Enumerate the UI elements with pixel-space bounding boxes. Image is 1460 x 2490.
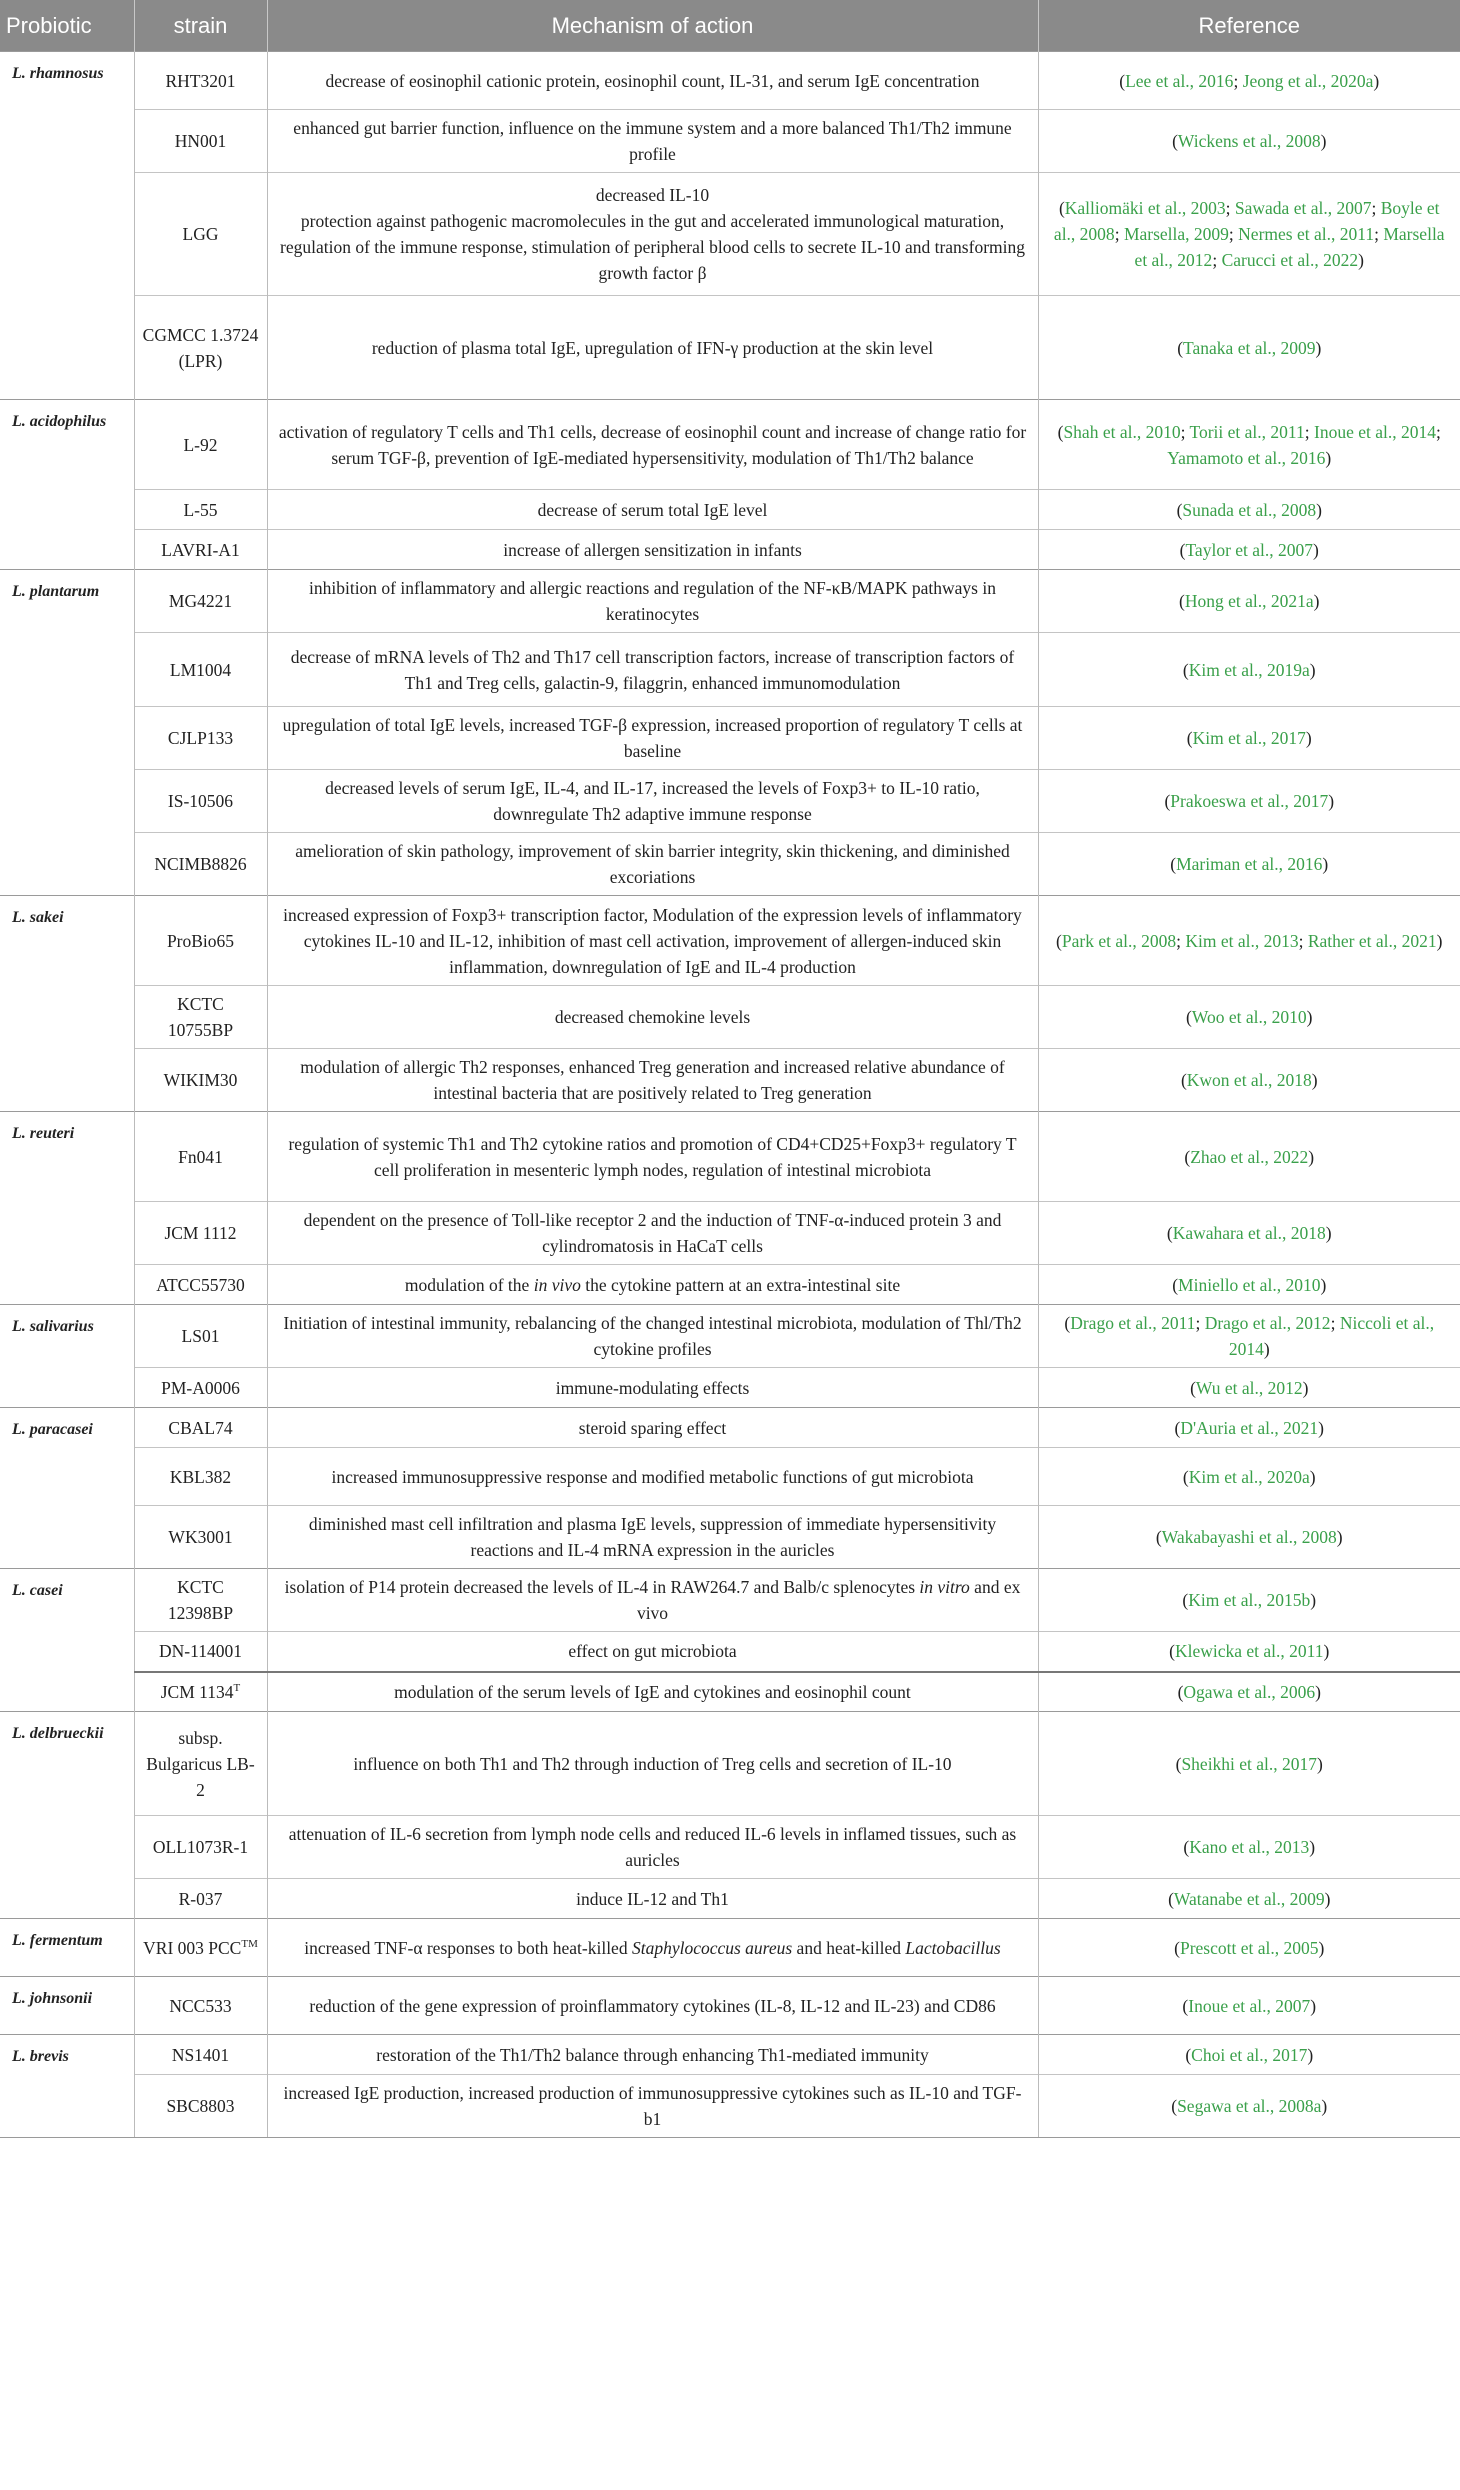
table-row [0, 1368, 1460, 1408]
strain-cell: KCTC 10755BP [134, 986, 267, 1049]
mechanism-cell: inhibition of inflammatory and allergic reactions and regulation of the NF-κB/MAPK pathways in keratinocytes [267, 570, 1038, 633]
mechanism-cell: reduction of plasma total IgE, upregulation of IFN-γ production at the skin level [267, 296, 1038, 400]
reference-link[interactable]: Nermes et al., 2011 [1238, 224, 1375, 244]
reference-link[interactable]: Sheikhi et al., 2017 [1181, 1753, 1318, 1774]
strain-cell: CJLP133 [134, 707, 267, 770]
reference-link[interactable]: Kalliomäki et al., 2003 [1064, 198, 1226, 218]
mechanism-cell: decreased chemokine levels [267, 986, 1038, 1049]
reference-cell: (Sheikhi et al., 2017) [1038, 1712, 1460, 1816]
reference-link[interactable]: Marsella et al., 2012 [1134, 224, 1445, 270]
table-row [0, 110, 1460, 173]
table-row [0, 1506, 1460, 1569]
table-row [0, 1265, 1460, 1305]
probiotic-cell: L. reuteri [0, 1112, 134, 1305]
reference-link[interactable]: Niccoli et al., 2014 [1228, 1313, 1435, 1359]
reference-cell: (Wickens et al., 2008) [1038, 110, 1460, 173]
probiotic-cell: L. johnsonii [0, 1977, 134, 2035]
reference-link[interactable]: Tanaka et al., 2009 [1183, 337, 1316, 358]
table-row [0, 1632, 1460, 1672]
table-row [0, 707, 1460, 770]
table-row [0, 173, 1460, 296]
reference-link[interactable]: Sawada et al., 2007 [1234, 198, 1372, 218]
reference-cell: (Wakabayashi et al., 2008) [1038, 1506, 1460, 1569]
reference-link[interactable]: Wakabayashi et al., 2008 [1161, 1527, 1337, 1547]
reference-cell: (D'Auria et al., 2021) [1038, 1408, 1460, 1448]
strain-cell: JCM $1134^T$ [134, 1672, 267, 1712]
strain-cell: DN-114001 [134, 1632, 267, 1672]
table-row [0, 1712, 1460, 1816]
strain-cell: NCC533 [134, 1977, 267, 2035]
mechanism-cell: amelioration of skin pathology, improvement of skin barrier integrity, skin thickening, and diminished excoriations [267, 833, 1038, 896]
strain-cell: OLL1073R-1 [134, 1816, 267, 1879]
header-probiotic: Probiotic [0, 0, 134, 52]
table-row [0, 633, 1460, 707]
reference-link[interactable]: Miniello et al., 2010 [1178, 1274, 1321, 1295]
probiotic-cell: L. salivarius [0, 1305, 134, 1408]
strain-cell: NCIMB8826 [134, 833, 267, 896]
reference-cell: (Drago et al., 2011; Drago et al., 2012; Niccoli et al., 2014) [1038, 1305, 1460, 1368]
reference-link[interactable]: Kano et al., 2013 [1189, 1837, 1310, 1857]
table-row [0, 2035, 1460, 2075]
strain-cell: MG4221 [134, 570, 267, 633]
header-row [0, 0, 1460, 52]
strain-cell: Fn041 [134, 1112, 267, 1202]
header-strain: strain [134, 0, 267, 52]
strain-cell: JCM 1112 [134, 1202, 267, 1265]
table-row [0, 1977, 1460, 2035]
probiotic-cell: L. acidophilus [0, 400, 134, 570]
mechanism-cell: activation of regulatory T cells and Th1 cells, decrease of eosinophil count and increase of change ratio for serum TGF-β, prevention of IgE-mediated hypersensitivity, modulation of Th1/Th2 balance [267, 400, 1038, 490]
reference-link[interactable]: Kim et al., 2015b [1188, 1590, 1311, 1610]
reference-cell: (Kim et al., 2020a) [1038, 1448, 1460, 1506]
table-row [0, 52, 1460, 110]
table-row [0, 1202, 1460, 1265]
header-reference: Reference [1038, 0, 1460, 52]
table-row [0, 1879, 1460, 1919]
strain-cell: WK3001 [134, 1506, 267, 1569]
reference-link[interactable]: Inoue et al., 2014 [1314, 421, 1436, 442]
reference-link[interactable]: Klewicka et al., 2011 [1174, 1641, 1324, 1662]
mechanism-cell: decreased levels of serum IgE, IL-4, and IL-17, increased the levels of Foxp3+ to IL-10 ratio, downregulate Th2 adaptive immune response [267, 770, 1038, 833]
reference-cell: (Kim et al., 2017) [1038, 707, 1460, 770]
reference-link[interactable]: Lee et al., 2016 [1125, 70, 1234, 91]
reference-cell: (Woo et al., 2010) [1038, 986, 1460, 1049]
probiotic-cell: L. plantarum [0, 570, 134, 896]
mechanism-cell: Initiation of intestinal immunity, rebalancing of the changed intestinal microbiota, modulation of Thl/Th2 cytokine profiles [267, 1305, 1038, 1368]
table-body [0, 52, 1460, 2138]
reference-link[interactable]: Kim et al., 2017 [1192, 728, 1306, 748]
reference-link[interactable]: Zhao et al., 2022 [1190, 1146, 1309, 1167]
reference-cell: (Kim et al., 2019a) [1038, 633, 1460, 707]
reference-cell: (Wu et al., 2012) [1038, 1368, 1460, 1408]
header-mechanism: Mechanism of action [267, 0, 1038, 52]
mechanism-cell: decreased IL-10 protection against pathogenic macromolecules in the gut and accelerated immunological maturation, regulation of the immune response, stimulation of peripheral blood cells to secrete IL-10 and transforming growth factor β [267, 173, 1038, 296]
reference-cell: (Prakoeswa et al., 2017) [1038, 770, 1460, 833]
reference-link[interactable]: Hong et al., 2021a [1184, 591, 1314, 611]
reference-cell: (Hong et al., 2021a) [1038, 570, 1460, 633]
mechanism-cell: increased TNF-α responses to both heat-killed Staphylococcus aureus and heat-killed Lactobacillus [267, 1919, 1038, 1977]
reference-link[interactable]: Inoue et al., 2007 [1188, 1995, 1311, 2016]
table-row [0, 1672, 1460, 1712]
reference-cell: (Choi et al., 2017) [1038, 2035, 1460, 2075]
reference-link[interactable]: Watanabe et al., 2009 [1173, 1888, 1325, 1909]
mechanism-cell: increased IgE production, increased production of immunosuppressive cytokines such as IL-10 and TGF-b1 [267, 2075, 1038, 2138]
reference-link[interactable]: Rather et al., 2021 [1307, 930, 1437, 951]
probiotic-cell: L. delbrueckii [0, 1712, 134, 1919]
strain-cell: RHT3201 [134, 52, 267, 110]
strain-cell: LGG [134, 173, 267, 296]
reference-link[interactable]: Kwon et al., 2018 [1186, 1070, 1312, 1090]
mechanism-cell: steroid sparing effect [267, 1408, 1038, 1448]
reference-link[interactable]: Marsella, 2009 [1123, 224, 1229, 244]
mechanism-cell: diminished mast cell infiltration and plasma IgE levels, suppression of immediate hypersensitivity reactions and IL-4 mRNA expression in the auricles [267, 1506, 1038, 1569]
table-row [0, 1919, 1460, 1977]
strain-cell: PM-A0006 [134, 1368, 267, 1408]
mechanism-cell: attenuation of IL-6 secretion from lymph node cells and reduced IL-6 levels in inflamed tissues, such as auricles [267, 1816, 1038, 1879]
mechanism-cell: upregulation of total IgE levels, increased TGF-β expression, increased proportion of regulatory T cells at baseline [267, 707, 1038, 770]
mechanism-cell: induce IL-12 and Th1 [267, 1879, 1038, 1919]
probiotic-cell: L. sakei [0, 896, 134, 1112]
reference-link[interactable]: Kim et al., 2013 [1185, 930, 1299, 951]
reference-cell: (Zhao et al., 2022) [1038, 1112, 1460, 1202]
table-row [0, 1305, 1460, 1368]
reference-cell: (Prescott et al., 2005) [1038, 1919, 1460, 1977]
reference-cell: (Tanaka et al., 2009) [1038, 296, 1460, 400]
probiotic-cell: L. fermentum [0, 1919, 134, 1977]
strain-cell: LS01 [134, 1305, 267, 1368]
table-row [0, 1049, 1460, 1112]
reference-link[interactable]: Drago et al., 2011 [1070, 1313, 1196, 1333]
reference-cell: (Ogawa et al., 2006) [1038, 1672, 1460, 1712]
table-row [0, 570, 1460, 633]
mechanism-cell: increased expression of Foxp3+ transcription factor, Modulation of the expression levels of inflammatory cytokines IL-10 and IL-12, inhibition of mast cell activation, improvement of allergen-induced skin inflammation, downregulation of IgE and IL-4 production [267, 896, 1038, 986]
reference-link[interactable]: Ogawa et al., 2006 [1183, 1681, 1316, 1702]
reference-cell: (Kano et al., 2013) [1038, 1816, 1460, 1879]
reference-cell: (Kim et al., 2015b) [1038, 1569, 1460, 1632]
reference-cell: (Watanabe et al., 2009) [1038, 1879, 1460, 1919]
reference-link[interactable]: Mariman et al., 2016 [1176, 854, 1323, 874]
table-row [0, 296, 1460, 400]
reference-cell: (Segawa et al., 2008a) [1038, 2075, 1460, 2138]
reference-link[interactable]: D'Auria et al., 2021 [1180, 1417, 1319, 1438]
strain-cell: ATCC55730 [134, 1265, 267, 1305]
reference-link[interactable]: Wu et al., 2012 [1195, 1377, 1303, 1398]
reference-cell: (Taylor et al., 2007) [1038, 530, 1460, 570]
probiotic-cell: L. casei [0, 1569, 134, 1712]
reference-link[interactable]: Drago et al., 2012 [1204, 1313, 1331, 1333]
mechanism-cell: decrease of serum total IgE level [267, 490, 1038, 530]
reference-cell: (Miniello et al., 2010) [1038, 1265, 1460, 1305]
strain-cell: ProBio65 [134, 896, 267, 986]
mechanism-cell: immune-modulating effects [267, 1368, 1038, 1408]
table-row [0, 2075, 1460, 2138]
reference-cell: (Kwon et al., 2018) [1038, 1049, 1460, 1112]
strain-cell: L-92 [134, 400, 267, 490]
reference-link[interactable]: Kim et al., 2019a [1188, 659, 1310, 680]
strain-cell: WIKIM30 [134, 1049, 267, 1112]
strain-cell: KCTC 12398BP [134, 1569, 267, 1632]
mechanism-cell: effect on gut microbiota [267, 1632, 1038, 1672]
table-row [0, 1112, 1460, 1202]
probiotic-cell: L. rhamnosus [0, 52, 134, 400]
reference-cell: (Sunada et al., 2008) [1038, 490, 1460, 530]
mechanism-cell: dependent on the presence of Toll-like receptor 2 and the induction of TNF-α-induced protein 3 and cylindromatosis in HaCaT cells [267, 1202, 1038, 1265]
mechanism-cell: modulation of the serum levels of IgE and cytokines and eosinophil count [267, 1672, 1038, 1712]
reference-cell: (Park et al., 2008; Kim et al., 2013; Rather et al., 2021) [1038, 896, 1460, 986]
probiotic-cell: L. paracasei [0, 1408, 134, 1569]
reference-link[interactable]: Sunada et al., 2008 [1182, 499, 1317, 520]
mechanism-cell: modulation of the in vivo the cytokine pattern at an extra-intestinal site [267, 1265, 1038, 1305]
reference-link[interactable]: Choi et al., 2017 [1191, 2044, 1308, 2065]
table-row [0, 490, 1460, 530]
reference-link[interactable]: Torii et al., 2011 [1189, 421, 1305, 442]
mechanism-cell: isolation of P14 protein decreased the levels of IL-4 in RAW264.7 and Balb/c splenocytes in vitro and ex vivo [267, 1569, 1038, 1632]
reference-cell: (Lee et al., 2016; Jeong et al., 2020a) [1038, 52, 1460, 110]
reference-cell: (Kawahara et al., 2018) [1038, 1202, 1460, 1265]
strain-cell: SBC8803 [134, 2075, 267, 2138]
mechanism-cell: enhanced gut barrier function, influence on the immune system and a more balanced Th1/Th2 immune profile [267, 110, 1038, 173]
reference-link[interactable]: Wickens et al., 2008 [1177, 131, 1321, 151]
reference-link[interactable]: Taylor et al., 2007 [1185, 539, 1314, 560]
table-row [0, 896, 1460, 986]
strain-cell: CBAL74 [134, 1408, 267, 1448]
reference-link[interactable]: Carucci et al., 2022 [1221, 250, 1359, 270]
reference-link[interactable]: Yamamoto et al., 2016 [1167, 447, 1326, 468]
reference-link[interactable]: Prakoeswa et al., 2017 [1170, 791, 1329, 811]
strain-cell: KBL382 [134, 1448, 267, 1506]
mechanism-cell: modulation of allergic Th2 responses, enhanced Treg generation and increased relative abundance of intestinal bacteria that are positively related to Treg generation [267, 1049, 1038, 1112]
strain-cell: LAVRI-A1 [134, 530, 267, 570]
table-row [0, 770, 1460, 833]
reference-link[interactable]: Woo et al., 2010 [1191, 1007, 1307, 1027]
strain-cell: LM1004 [134, 633, 267, 707]
reference-cell: (Inoue et al., 2007) [1038, 1977, 1460, 2035]
strain-cell: NS1401 [134, 2035, 267, 2075]
table-row [0, 986, 1460, 1049]
table-row [0, 1816, 1460, 1879]
strain-cell: HN001 [134, 110, 267, 173]
strain-cell: R-037 [134, 1879, 267, 1919]
table-row [0, 1408, 1460, 1448]
reference-cell: (Shah et al., 2010; Torii et al., 2011; Inoue et al., 2014; Yamamoto et al., 2016) [1038, 400, 1460, 490]
strain-cell: VRI 003 PCC™ [134, 1919, 267, 1977]
reference-cell: (Mariman et al., 2016) [1038, 833, 1460, 896]
reference-link[interactable]: Kim et al., 2020a [1188, 1466, 1310, 1487]
mechanism-cell: decrease of eosinophil cationic protein, eosinophil count, IL-31, and serum IgE concentration [267, 52, 1038, 110]
mechanism-cell: regulation of systemic Th1 and Th2 cytokine ratios and promotion of CD4+CD25+Foxp3+ regulatory T cell proliferation in mesenteric lymph nodes, regulation of intestinal microbiota [267, 1112, 1038, 1202]
reference-link[interactable]: Kawahara et al., 2018 [1172, 1223, 1326, 1243]
table-row [0, 1448, 1460, 1506]
reference-cell: (Kalliomäki et al., 2003; Sawada et al., 2007; Boyle et al., 2008; Marsella, 2009; Nermes et al., 2011; Marsella et al., 2012; Carucci et al., 2022) [1038, 173, 1460, 296]
table-row [0, 833, 1460, 896]
table-row [0, 1569, 1460, 1632]
mechanism-cell: increased immunosuppressive response and modified metabolic functions of gut microbiota [267, 1448, 1038, 1506]
mechanism-cell: restoration of the Th1/Th2 balance through enhancing Th1-mediated immunity [267, 2035, 1038, 2075]
mechanism-cell: decrease of mRNA levels of Th2 and Th17 cell transcription factors, increase of transcription factors of Th1 and Treg cells, galactin-9, filaggrin, enhanced immunomodulation [267, 633, 1038, 707]
strain-cell: L-55 [134, 490, 267, 530]
reference-link[interactable]: Boyle et al., 2008 [1053, 198, 1440, 244]
mechanism-cell: influence on both Th1 and Th2 through induction of Treg cells and secretion of IL-10 [267, 1712, 1038, 1816]
strain-cell: CGMCC 1.3724 (LPR) [134, 296, 267, 400]
reference-link[interactable]: Park et al., 2008 [1061, 930, 1177, 951]
reference-link[interactable]: Segawa et al., 2008a [1177, 2096, 1322, 2116]
reference-link[interactable]: Prescott et al., 2005 [1179, 1937, 1319, 1958]
reference-link[interactable]: Jeong et al., 2020a [1242, 70, 1374, 91]
mechanism-cell: increase of allergen sensitization in infants [267, 530, 1038, 570]
probiotic-cell: L. brevis [0, 2035, 134, 2138]
mechanism-cell: reduction of the gene expression of proinflammatory cytokines (IL-8, IL-12 and IL-23) and CD86 [267, 1977, 1038, 2035]
table-row [0, 400, 1460, 490]
strain-cell: IS-10506 [134, 770, 267, 833]
reference-cell: (Klewicka et al., 2011) [1038, 1632, 1460, 1672]
reference-link[interactable]: Shah et al., 2010 [1063, 421, 1181, 442]
table-row [0, 530, 1460, 570]
strain-cell: subsp. Bulgaricus LB-2 [134, 1712, 267, 1816]
